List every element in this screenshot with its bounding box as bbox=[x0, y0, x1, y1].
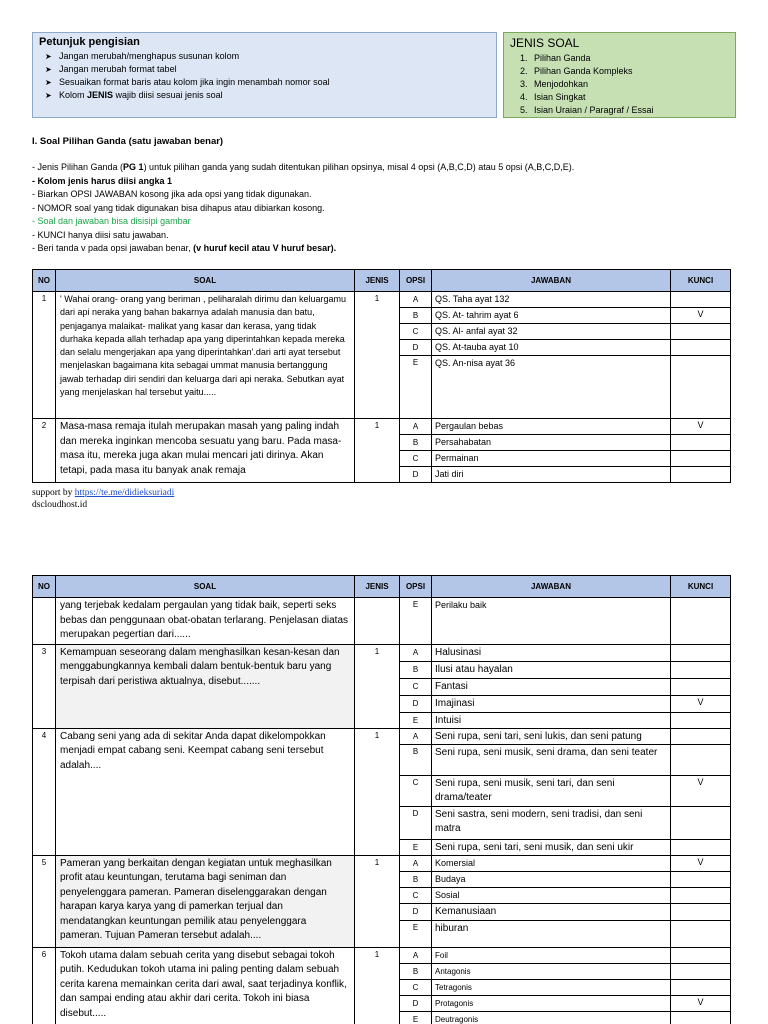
answer-key[interactable] bbox=[671, 661, 731, 678]
answer-key[interactable] bbox=[671, 356, 731, 419]
table-header-row bbox=[33, 270, 731, 292]
option-letter: B bbox=[400, 744, 432, 775]
question-text[interactable]: Masa-masa remaja itulah merupakan masah yang paling indah dan mereka inginkan mencoba sesuatu yang baru. Pada masa-masa itu, mereka juga akan mulai mencari jati dirinya. Akan tetapi, pada masa itu banyak anak remaja bbox=[56, 419, 355, 483]
question-type[interactable] bbox=[355, 598, 400, 645]
option-letter: E bbox=[400, 1011, 432, 1024]
answer-text[interactable]: QS. At- tahrim ayat 6 bbox=[432, 308, 671, 324]
list-item: ➤ Kolom JENIS wajib diisi sesuai jenis soal bbox=[45, 90, 223, 100]
option-letter: B bbox=[400, 435, 432, 451]
list-item: 3. Menjodohkan bbox=[520, 79, 589, 89]
answer-text[interactable]: Seni rupa, seni musik, seni drama, dan seni teater bbox=[432, 744, 671, 775]
option-letter: B bbox=[400, 308, 432, 324]
answer-text[interactable]: Permainan bbox=[432, 451, 671, 467]
option-letter: A bbox=[400, 855, 432, 871]
instruction-line: - Beri tanda v pada opsi jawaban benar, (v huruf kecil atau V huruf besar). bbox=[32, 243, 337, 253]
option-letter: E bbox=[400, 920, 432, 947]
answer-key[interactable] bbox=[671, 887, 731, 903]
option-letter: C bbox=[400, 451, 432, 467]
answer-text[interactable]: Antagonis bbox=[432, 963, 671, 979]
answer-text[interactable]: Foil bbox=[432, 947, 671, 963]
answer-key[interactable] bbox=[671, 467, 731, 483]
question-text[interactable]: Tokoh utama dalam sebuah cerita yang disebut sebagai tokoh putih. Kedudukan tokoh utama ini paling penting dalam sebuah cerita karena memainkan cerita dari awal, saat terjadinya konflik, dan sampai ending atau akhir dari cerita. Tokoh ini biasa disebut..... bbox=[56, 947, 355, 1024]
instruction-line: - Soal dan jawaban bisa disisipi gambar bbox=[32, 216, 191, 226]
question-type[interactable]: 1 bbox=[355, 947, 400, 1024]
answer-key[interactable] bbox=[671, 963, 731, 979]
header-no: NO bbox=[33, 576, 56, 598]
option-letter: D bbox=[400, 903, 432, 920]
question-number: 5 bbox=[33, 855, 56, 947]
list-item: 1. Pilihan Ganda bbox=[520, 53, 591, 63]
answer-text[interactable]: Pergaulan bebas bbox=[432, 419, 671, 435]
option-letter: B bbox=[400, 871, 432, 887]
table-row bbox=[33, 419, 731, 435]
petunjuk-title: Petunjuk pengisian bbox=[39, 36, 140, 48]
header-soal: SOAL bbox=[56, 576, 355, 598]
table-row bbox=[33, 855, 731, 871]
option-letter: C bbox=[400, 775, 432, 806]
table-row bbox=[33, 947, 731, 963]
list-item: ➤ Sesuaikan format baris atau kolom jika ingin menambah nomor soal bbox=[45, 77, 330, 87]
answer-text[interactable]: Tetragonis bbox=[432, 979, 671, 995]
option-letter: C bbox=[400, 979, 432, 995]
jenis-soal-title: JENIS SOAL bbox=[510, 36, 580, 50]
header-opsi: OPSI bbox=[400, 576, 432, 598]
answer-key[interactable] bbox=[671, 1011, 731, 1024]
petunjuk-list bbox=[39, 50, 490, 102]
arrow-icon: ➤ bbox=[45, 78, 52, 87]
option-letter: D bbox=[400, 695, 432, 712]
answer-text[interactable]: Intuisi bbox=[432, 712, 671, 728]
answer-key[interactable] bbox=[671, 979, 731, 995]
list-item: 5. Isian Uraian / Paragraf / Essai bbox=[520, 105, 654, 115]
answer-text[interactable]: Perilaku baik bbox=[432, 598, 671, 645]
option-letter: E bbox=[400, 598, 432, 645]
support-label: support by bbox=[32, 488, 75, 498]
option-letter: A bbox=[400, 947, 432, 963]
answer-text[interactable]: QS. Taha ayat 132 bbox=[432, 292, 671, 308]
answer-key[interactable] bbox=[671, 871, 731, 887]
table-row bbox=[33, 644, 731, 661]
support-link[interactable]: https://te.me/didieksuriadi bbox=[74, 488, 175, 498]
answer-key[interactable]: V bbox=[671, 695, 731, 712]
option-letter: E bbox=[400, 839, 432, 855]
option-letter: A bbox=[400, 419, 432, 435]
question-number bbox=[33, 598, 56, 645]
answer-text[interactable]: Komersial bbox=[432, 855, 671, 871]
option-letter: A bbox=[400, 292, 432, 308]
answer-text[interactable]: Seni sastra, seni modern, seni tradisi, dan seni matra bbox=[432, 806, 671, 839]
option-letter: C bbox=[400, 324, 432, 340]
answer-text[interactable]: Seni rupa, seni tari, seni musik, dan seni ukir bbox=[432, 839, 671, 855]
arrow-icon: ➤ bbox=[45, 65, 52, 74]
answer-key[interactable] bbox=[671, 598, 731, 645]
jenis-soal-box bbox=[503, 32, 736, 118]
question-text[interactable]: Kemampuan seseorang dalam menghasilkan kesan-kesan dan menggabungkannya kembali dalam bentuk-bentuk baru yang terpisah dari peristiwa aktualnya, disebut....... bbox=[56, 644, 355, 728]
answer-key[interactable] bbox=[671, 678, 731, 695]
answer-text[interactable]: QS. Al- anfal ayat 32 bbox=[432, 324, 671, 340]
option-letter: A bbox=[400, 728, 432, 744]
question-number: 3 bbox=[33, 644, 56, 728]
section-heading: I. Soal Pilihan Ganda (satu jawaban benar) bbox=[32, 136, 224, 147]
arrow-icon: ➤ bbox=[45, 52, 52, 61]
option-letter: C bbox=[400, 678, 432, 695]
table-row bbox=[33, 292, 731, 308]
option-letter: B bbox=[400, 963, 432, 979]
table-header-row bbox=[33, 576, 731, 598]
answer-key[interactable] bbox=[671, 435, 731, 451]
answer-text[interactable]: hiburan bbox=[432, 920, 671, 947]
table-row bbox=[33, 598, 731, 645]
answer-text[interactable]: Imajinasi bbox=[432, 695, 671, 712]
header-jenis: JENIS bbox=[355, 576, 400, 598]
option-letter: E bbox=[400, 356, 432, 419]
question-number: 1 bbox=[33, 292, 56, 419]
answer-text[interactable]: Protagonis bbox=[432, 995, 671, 1011]
answer-text[interactable]: Fantasi bbox=[432, 678, 671, 695]
option-letter: D bbox=[400, 995, 432, 1011]
jenis-soal-list bbox=[510, 52, 729, 117]
header-opsi: OPSI bbox=[400, 270, 432, 292]
option-letter: C bbox=[400, 887, 432, 903]
answer-key[interactable] bbox=[671, 947, 731, 963]
answer-key[interactable] bbox=[671, 744, 731, 775]
answer-key[interactable] bbox=[671, 728, 731, 744]
petunjuk-box bbox=[32, 32, 497, 118]
instruction-line: - Biarkan OPSI JAWABAN kosong jika ada opsi yang tidak digunakan. bbox=[32, 189, 312, 199]
answer-text[interactable]: QS. At-tauba ayat 10 bbox=[432, 340, 671, 356]
answer-text[interactable]: Deutragonis bbox=[432, 1011, 671, 1024]
answer-key[interactable] bbox=[671, 920, 731, 947]
list-item: 2. Pilihan Ganda Kompleks bbox=[520, 66, 633, 76]
option-letter: D bbox=[400, 806, 432, 839]
answer-text[interactable]: QS. An-nisa ayat 36 bbox=[432, 356, 671, 419]
question-number: 2 bbox=[33, 419, 56, 483]
answer-text[interactable]: Sosial bbox=[432, 887, 671, 903]
answer-key[interactable] bbox=[671, 839, 731, 855]
header-soal: SOAL bbox=[56, 270, 355, 292]
answer-key[interactable] bbox=[671, 903, 731, 920]
list-item: 4. Isian Singkat bbox=[520, 92, 586, 102]
option-letter: A bbox=[400, 644, 432, 661]
question-text[interactable]: Cabang seni yang ada di sekitar Anda dapat dikelompokkan menjadi empat cabang seni. Keempat cabang seni tersebut adalah.... bbox=[56, 728, 355, 855]
option-letter: B bbox=[400, 661, 432, 678]
question-type[interactable]: 1 bbox=[355, 292, 400, 419]
option-letter: E bbox=[400, 712, 432, 728]
instruction-line: - NOMOR soal yang tidak digunakan bisa dihapus atau dibiarkan kosong. bbox=[32, 202, 325, 213]
answer-key[interactable]: V bbox=[671, 419, 731, 435]
instruction-line: - Jenis Pilihan Ganda (PG 1) untuk pilihan ganda yang sudah ditentukan pilihan opsinya, misal 4 opsi (A,B,C,D) atau 5 opsi (A,B,C,D,E). bbox=[32, 162, 575, 172]
list-item: ➤ Jangan merubah format tabel bbox=[45, 64, 177, 74]
answer-key[interactable] bbox=[671, 292, 731, 308]
answer-text[interactable]: Seni rupa, seni musik, seni tari, dan seni drama/teater bbox=[432, 775, 671, 806]
answer-text[interactable]: Jati diri bbox=[432, 467, 671, 483]
instruction-line: - Kolom jenis harus diisi angka 1 bbox=[32, 175, 173, 186]
question-type[interactable]: 1 bbox=[355, 855, 400, 947]
answer-key[interactable]: V bbox=[671, 775, 731, 806]
answer-key[interactable] bbox=[671, 340, 731, 356]
answer-key[interactable] bbox=[671, 644, 731, 661]
answer-key[interactable]: V bbox=[671, 855, 731, 871]
question-type[interactable]: 1 bbox=[355, 728, 400, 855]
section-instructions bbox=[32, 136, 732, 256]
arrow-icon: ➤ bbox=[45, 91, 52, 100]
support-host: dscloudhost.id bbox=[32, 500, 88, 510]
answer-text[interactable]: Kemanusiaan bbox=[432, 903, 671, 920]
option-letter: D bbox=[400, 467, 432, 483]
question-text[interactable]: Pameran yang berkaitan dengan kegiatan untuk meghasilkan profit atau keuntungan, terutama bagi seniman dan penyelenggara pameran. Pameran diselenggarakan dengan harapan karya karya yang di pamerkan terjual dan mendatangkan keuntungan pemilik atau penyelenggara pameran. Tujuan Pameran tersebut adalah.... bbox=[56, 855, 355, 947]
answer-key[interactable] bbox=[671, 712, 731, 728]
answer-text[interactable]: Budaya bbox=[432, 871, 671, 887]
question-type[interactable]: 1 bbox=[355, 644, 400, 728]
question-number: 4 bbox=[33, 728, 56, 855]
answer-text[interactable]: Persahabatan bbox=[432, 435, 671, 451]
question-table-1 bbox=[32, 269, 731, 483]
answer-key[interactable]: V bbox=[671, 308, 731, 324]
header-kunci: KUNCI bbox=[671, 576, 731, 598]
question-text[interactable]: ' Wahai orang- orang yang beriman , peliharalah dirimu dan keluargamu dari api neraka yang bahan bakarnya adalah manusia dan batu, penjaganya malaikat- malikat yang kasar dan kerasa, yang tidak durhaka kepada allah terhadap apa yang diperintahkan kepada mereka dan selalu mengerjakan apa yang diperintahkan'.dari arti ayat tersebut menjelaskan bagaimana kita sebagai ummat manusia bertanggung jawab terhadap diri sendiri dan keluarga dari api neraka. Sebutkan ayat yang menjelaskan hal tersebut yaitu..... bbox=[56, 292, 355, 419]
answer-text[interactable]: Ilusi atau hayalan bbox=[432, 661, 671, 678]
answer-key[interactable] bbox=[671, 324, 731, 340]
question-type[interactable]: 1 bbox=[355, 419, 400, 483]
question-table-2 bbox=[32, 575, 731, 1024]
answer-key[interactable]: V bbox=[671, 995, 731, 1011]
option-letter: D bbox=[400, 340, 432, 356]
question-text-continued[interactable]: yang terjebak kedalam pergaulan yang tidak baik, seperti seks bebas dan penggunaan obat-obatan terlarang. Penjelasan diatas merupakan pegertian dari...... bbox=[56, 598, 355, 645]
header-jawaban: JAWABAN bbox=[432, 270, 671, 292]
support-note bbox=[32, 487, 174, 511]
header-jawaban: JAWABAN bbox=[432, 576, 671, 598]
instruction-line: - KUNCI hanya diisi satu jawaban. bbox=[32, 229, 169, 240]
answer-text[interactable]: Halusinasi bbox=[432, 644, 671, 661]
table-row bbox=[33, 728, 731, 744]
header-no: NO bbox=[33, 270, 56, 292]
header-jenis: JENIS bbox=[355, 270, 400, 292]
answer-key[interactable] bbox=[671, 451, 731, 467]
list-item: ➤ Jangan merubah/menghapus susunan kolom bbox=[45, 51, 240, 61]
answer-text[interactable]: Seni rupa, seni tari, seni lukis, dan seni patung bbox=[432, 728, 671, 744]
header-kunci: KUNCI bbox=[671, 270, 731, 292]
question-number: 6 bbox=[33, 947, 56, 1024]
answer-key[interactable] bbox=[671, 806, 731, 839]
